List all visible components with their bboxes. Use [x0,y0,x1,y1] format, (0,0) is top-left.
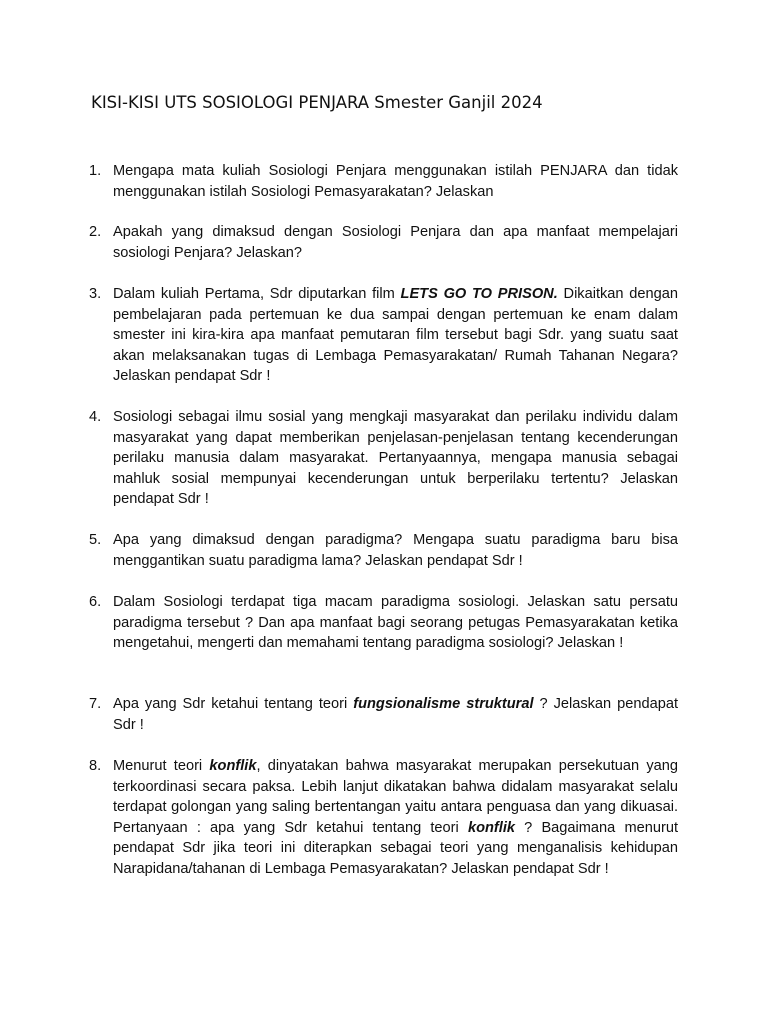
question-text-part: Dalam kuliah Pertama, Sdr diputarkan film [113,286,401,302]
question-text-part: , dinyatakan bahwa masyarakat merupakan persekutuan yang terkoordinasi secara paksa. Lebih lanjut dikatakan bahwa didalam masyarakat selalu terdapat golongan yang saling bertentangan yaitu antara penguasa dan yang dikuasai. Pertanyaan : apa yang Sdr ketahui tentang teori [113,758,678,836]
question-text-part: Dikaitkan dengan pembelajaran pada pertemuan ke dua sampai dengan pertemuan ke enam dalam smester ini kira-kira apa manfaat pemutaran film tersebut bagi Sdr. yang suatu saat akan melaksanakan tugas di Lembaga Pemasyarakatan/ Rumah Tahanan Negara? Jelaskan pendapat Sdr ! [113,286,678,384]
question-text [113,284,678,387]
theory-term: konflik [467,819,515,836]
question-text [113,407,678,510]
question-3 [89,284,678,387]
question-6 [89,592,678,654]
film-title: LETS GO TO PRISON. [400,286,558,302]
question-5 [89,530,678,571]
question-7 [89,694,678,735]
question-1 [89,161,678,202]
question-text-part: ? Jelaskan pendapat Sdr ! [113,696,678,733]
question-8 [89,756,678,879]
question-number: 6. [89,594,102,610]
question-text-part: Mengapa mata kuliah Sosiologi Penjara menggunakan istilah PENJARA dan tidak menggunakan istilah Sosiologi Pemasyarakatan? Jelaskan [113,163,678,200]
theory-term: fungsionalisme struktural [353,696,534,712]
question-number: 7. [89,696,102,712]
question-4 [89,407,678,510]
question-number: 5. [89,532,102,548]
theory-term: konflik [209,758,257,774]
question-text-part: Sosiologi sebagai ilmu sosial yang mengkaji masyarakat dan perilaku individu dalam masyarakat yang dapat memberikan penjelasan-penjelasan tentang kecenderungan perilaku manusia dalam masyarakat. Pertanyaannya, mengapa manusia sebagai mahluk sosial mempunyai kecenderungan untuk berperilaku tertentu? Jelaskan pendapat Sdr ! [113,409,678,507]
question-text-part: Apa yang Sdr ketahui tentang teori [113,696,354,712]
question-number: 8. [89,758,102,774]
document-title: KISI-KISI UTS SOSIOLOGI PENJARA Smester Ganjil 2024 [91,93,543,112]
question-text-part: ? Bagaimana menurut pendapat Sdr jika teori ini diterapkan sebagai teori yang menganalisis kehidupan Narapidana/tahanan di Lembaga Pemasyarakatan? Jelaskan pendapat Sdr ! [113,819,678,877]
question-text-part: Menurut teori [113,758,210,774]
question-text [113,161,678,202]
question-number: 3. [89,286,102,302]
question-text [113,756,678,879]
question-text [113,222,678,263]
question-text [113,530,678,571]
question-text [113,694,678,735]
question-text [113,592,678,654]
question-text-part: Apakah yang dimaksud dengan Sosiologi Penjara dan apa manfaat mempelajari sosiologi Penjara? Jelaskan? [113,224,678,261]
question-text-part: Apa yang dimaksud dengan paradigma? Mengapa suatu paradigma baru bisa menggantikan suatu paradigma lama? Jelaskan pendapat Sdr ! [113,532,678,569]
question-number: 1. [89,163,102,179]
question-2 [89,222,678,263]
question-number: 4. [89,409,102,425]
question-number: 2. [89,224,102,240]
question-text-part: Dalam Sosiologi terdapat tiga macam paradigma sosiologi. Jelaskan satu persatu paradigma tersebut ? Dan apa manfaat bagi seorang petugas Pemasyarakatan ketika mengetahui, mengerti dan memahami tentang paradigma sosiologi? Jelaskan ! [113,594,678,651]
